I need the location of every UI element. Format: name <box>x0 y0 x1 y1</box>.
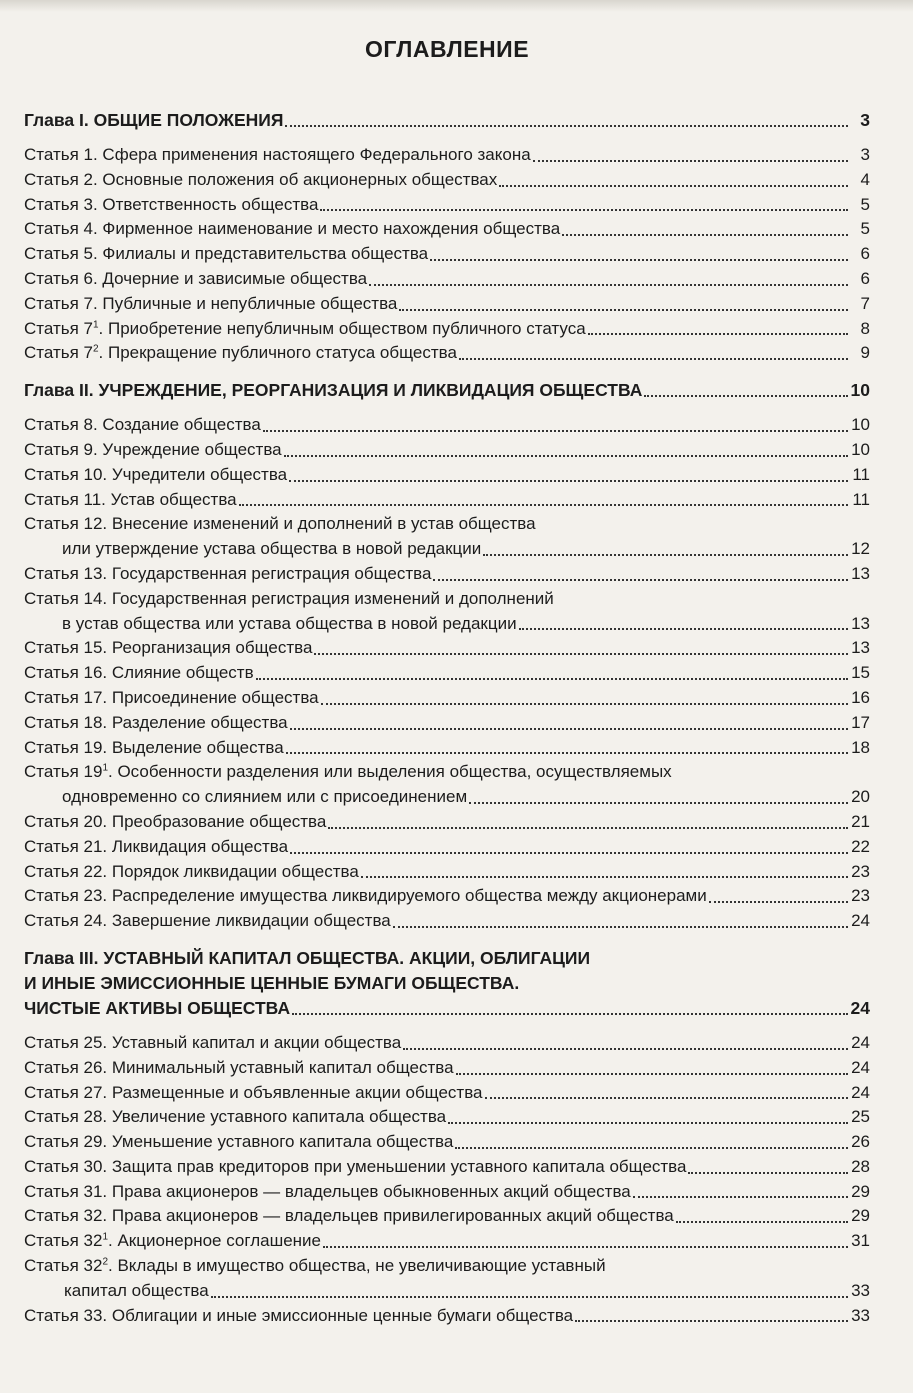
page-number: 29 <box>851 1206 870 1226</box>
chapter-heading[interactable]: Глава III. УСТАВНЫЙ КАПИТАЛ ОБЩЕСТВА. АКЦИИ, ОБЛИГАЦИИ И ИНЫЕ ЭМИССИОННЫЕ ЦЕННЫЕ БУМАГИ ОБЩЕСТВА. ЧИСТЫЕ АКТИВЫ ОБЩЕСТВА 24 <box>24 946 870 1021</box>
toc-entry[interactable]: Статья 10. Учредители общества 11 <box>24 463 870 488</box>
leader-dots <box>499 184 848 187</box>
leader-dots <box>239 503 848 506</box>
leader-dots <box>644 394 848 397</box>
page-number: 23 <box>851 886 870 906</box>
toc-entry-multiline[interactable]: Статья $32^2$. Вклады в имущество общества, не увеличивающие уставный капитал общества 33 <box>24 1254 870 1304</box>
toc-entry[interactable]: Статья 17. Присоединение общества 16 <box>24 686 870 711</box>
chapter-1 <box>24 108 870 366</box>
toc-entry[interactable]: Статья 8. Создание общества 10 <box>24 413 870 438</box>
leader-dots <box>676 1220 848 1223</box>
toc-page <box>24 34 870 1328</box>
leader-dots <box>361 875 848 878</box>
leader-dots <box>289 479 848 482</box>
leader-dots <box>483 553 848 556</box>
toc-entry[interactable]: Статья 20. Преобразование общества 21 <box>24 810 870 835</box>
toc-entry[interactable]: Статья 19. Выделение общества 18 <box>24 736 870 761</box>
leader-dots <box>459 357 848 360</box>
page-number: 9 <box>860 343 870 363</box>
leader-dots <box>403 1047 848 1050</box>
page-title: ОГЛАВЛЕНИЕ <box>364 36 530 62</box>
toc-entry[interactable]: Статья 30. Защита прав кредиторов при уменьшении уставного капитала общества 28 <box>24 1155 870 1180</box>
page-number: 29 <box>851 1181 870 1201</box>
leader-dots <box>290 727 848 730</box>
leader-dots <box>575 1319 848 1322</box>
page-number: 33 <box>851 1280 870 1300</box>
toc-entry[interactable]: Статья 33. Облигации и иные эмиссионные ценные бумаги общества 33 <box>24 1304 870 1329</box>
toc-entry[interactable]: Статья 29. Уменьшение уставного капитала общества 26 <box>24 1130 870 1155</box>
page-number: 5 <box>860 219 870 239</box>
chapter-heading[interactable]: Глава II. УЧРЕЖДЕНИЕ, РЕОРГАНИЗАЦИЯ И ЛИКВИДАЦИЯ ОБЩЕСТВА 10 <box>24 378 870 403</box>
toc-entry[interactable]: Статья 31. Права акционеров — владельцев обыкновенных акций общества 29 <box>24 1180 870 1205</box>
leader-dots <box>393 925 848 928</box>
leader-dots <box>448 1121 848 1124</box>
page-number: 6 <box>860 268 870 288</box>
page-number: 23 <box>851 861 870 881</box>
leader-dots <box>519 627 848 630</box>
page-number: 21 <box>851 811 870 831</box>
toc-entry[interactable]: Статья 25. Уставный капитал и акции общества 24 <box>24 1031 870 1056</box>
leader-dots <box>430 258 848 261</box>
page-number: 4 <box>860 169 870 189</box>
leader-dots <box>320 208 848 211</box>
page-number: 15 <box>851 663 870 683</box>
page-number: 25 <box>851 1107 870 1127</box>
page-number: 24 <box>851 1057 870 1077</box>
leader-dots <box>469 801 848 804</box>
page-number: 11 <box>852 464 870 484</box>
chapter-heading[interactable]: Глава I. ОБЩИЕ ПОЛОЖЕНИЯ 3 <box>24 108 870 133</box>
page-number: 13 <box>851 563 870 583</box>
page-number: 8 <box>860 318 870 338</box>
leader-dots <box>485 1096 848 1099</box>
leader-dots <box>292 1012 848 1015</box>
page-number: 18 <box>851 737 870 757</box>
page-number: 20 <box>851 787 870 807</box>
toc-entry[interactable]: Статья 13. Государственная регистрация общества 13 <box>24 562 870 587</box>
page-number: 13 <box>851 613 870 633</box>
leader-dots <box>284 454 848 457</box>
toc-entry[interactable]: Статья 24. Завершение ликвидации общества 24 <box>24 909 870 934</box>
leader-dots <box>688 1171 848 1174</box>
toc-entry[interactable]: Статья 15. Реорганизация общества 13 <box>24 636 870 661</box>
leader-dots <box>588 332 848 335</box>
leader-dots <box>399 308 848 311</box>
toc-entry[interactable]: Статья 26. Минимальный уставный капитал общества 24 <box>24 1056 870 1081</box>
toc-entry[interactable]: Статья 6. Дочерние и зависимые общества 6 <box>24 267 870 292</box>
page-number: 16 <box>851 687 870 707</box>
page-number: 28 <box>851 1156 870 1176</box>
page-number: 11 <box>852 489 870 509</box>
leader-dots <box>369 283 848 286</box>
toc-entry-multiline[interactable]: Статья 14. Государственная регистрация изменений и дополнений в устав общества или устава общества в новой редакции 13 <box>24 587 870 637</box>
leader-dots <box>321 702 848 705</box>
page-number: 24 <box>851 1082 870 1102</box>
page-number: 3 <box>860 145 870 164</box>
toc-entry[interactable]: Статья 27. Размещенные и объявленные акции общества 24 <box>24 1081 870 1106</box>
toc-entry[interactable]: Статья 23. Распределение имущества ликвидируемого общества между акционерами 23 <box>24 884 870 909</box>
leader-dots <box>533 159 848 162</box>
leader-dots <box>328 826 848 829</box>
toc-entry-multiline[interactable]: Статья $19^1$. Особенности разделения или выделения общества, осуществляемых одновременно со слиянием или с присоединением 20 <box>24 760 870 810</box>
toc-entry[interactable]: Статья 32. Права акционеров — владельцев привилегированных акций общества 29 <box>24 1204 870 1229</box>
page-number: 3 <box>860 110 870 130</box>
page-number: 7 <box>860 293 870 313</box>
toc-entry[interactable]: Статья 2. Основные положения об акционерных обществах 4 <box>24 168 870 193</box>
page-number: 10 <box>850 380 870 401</box>
leader-dots <box>562 233 848 236</box>
page-number: 24 <box>850 997 870 1018</box>
toc-entry[interactable]: Статья 18. Разделение общества 17 <box>24 711 870 736</box>
page-number: 24 <box>851 911 870 931</box>
leader-dots <box>290 851 848 854</box>
leader-dots <box>456 1072 848 1075</box>
toc-entry[interactable]: Статья 5. Филиалы и представительства общества 6 <box>24 242 870 267</box>
leader-dots <box>323 1245 848 1248</box>
page-number: 12 <box>851 539 870 559</box>
page-number: 6 <box>860 244 870 264</box>
toc-entry[interactable]: Статья 9. Учреждение общества 10 <box>24 438 870 463</box>
chapter-2 <box>24 378 870 934</box>
toc-entry[interactable]: Статья 3. Ответственность общества 5 <box>24 193 870 218</box>
page-number: 26 <box>851 1132 870 1152</box>
toc-entry[interactable]: Статья 4. Фирменное наименование и место нахождения общества 5 <box>24 217 870 242</box>
page-number: 24 <box>851 1032 870 1052</box>
leader-dots <box>633 1195 848 1198</box>
toc-entry[interactable]: Статья 11. Устав общества 11 <box>24 488 870 513</box>
leader-dots <box>433 578 848 581</box>
toc-entry[interactable]: Статья 22. Порядок ликвидации общества 23 <box>24 860 870 885</box>
toc-entry-multiline[interactable]: Статья 12. Внесение изменений и дополнений в устав общества или утверждение устава общества в новой редакции 12 <box>24 512 870 562</box>
toc-entry[interactable]: Статья $7^2$. Прекращение публичного статуса общества 9 <box>24 341 870 366</box>
chapter-3 <box>24 946 870 1329</box>
toc-entry[interactable]: Статья 1. Сфера применения настоящего Федерального закона 3 <box>24 143 870 168</box>
leader-dots <box>314 652 848 655</box>
toc-entry[interactable]: Статья 16. Слияние обществ 15 <box>24 661 870 686</box>
leader-dots <box>285 124 848 127</box>
toc-entry[interactable]: Статья 21. Ликвидация общества 22 <box>24 835 870 860</box>
page-number: 17 <box>851 712 870 732</box>
page-top-edge <box>0 0 913 12</box>
leader-dots <box>256 677 848 680</box>
page-number: 22 <box>851 836 870 856</box>
page-number: 10 <box>851 439 870 459</box>
leader-dots <box>211 1295 848 1298</box>
leader-dots <box>709 900 848 903</box>
page-number: 31 <box>851 1231 870 1251</box>
leader-dots <box>263 429 848 432</box>
toc-entry[interactable]: Статья 28. Увеличение уставного капитала общества 25 <box>24 1105 870 1130</box>
leader-dots <box>286 751 848 754</box>
page-number: 13 <box>851 638 870 658</box>
toc-entry[interactable]: Статья $32^1$. Акционерное соглашение 31 <box>24 1229 870 1254</box>
page-number: 10 <box>851 415 870 435</box>
page-number: 5 <box>860 194 870 214</box>
toc-entry[interactable]: Статья 7. Публичные и непубличные общества 7 <box>24 292 870 317</box>
toc-entry[interactable]: Статья $7^1$. Приобретение непубличным обществом публичного статуса 8 <box>24 317 870 342</box>
page-number: 33 <box>851 1305 870 1325</box>
leader-dots <box>455 1146 848 1149</box>
